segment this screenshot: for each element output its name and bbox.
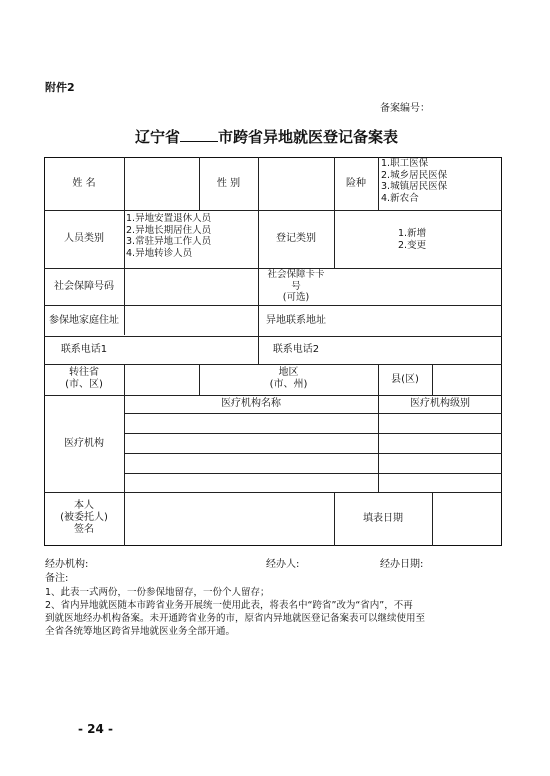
card-label-line: 号 <box>291 280 301 292</box>
phone2-label: 联系电话2 <box>272 344 320 355</box>
category-option: 4.异地转诊人员 <box>126 247 193 259</box>
remote-address-label: 异地联系地址 <box>266 314 326 326</box>
signature-label <box>44 500 124 536</box>
hospital-name-field[interactable] <box>125 454 377 472</box>
hospital-name-field[interactable] <box>125 414 377 432</box>
signature-field[interactable] <box>125 493 333 545</box>
gender-field[interactable] <box>259 158 333 209</box>
transfer-province-line: 转往省 <box>69 367 99 378</box>
hospital-level-field[interactable] <box>379 454 501 472</box>
note-item: 到就医地经办机构备案。未开通跨省业务的市，原省内异地就医登记备案表可以继续使用至 <box>45 613 426 624</box>
county-label: 县(区) <box>391 373 419 385</box>
category-option: 3.常驻异地工作人员 <box>126 236 212 247</box>
phone1-label: 联系电话1 <box>60 344 108 355</box>
region-line: (市、州) <box>269 379 308 390</box>
category-option: 2.异地长期居住人员 <box>126 224 212 236</box>
registration-type-label: 登记类别 <box>276 233 316 244</box>
form-title <box>135 126 398 147</box>
notes <box>45 586 425 638</box>
region-line: 地区 <box>278 367 299 378</box>
registration-type-options[interactable] <box>398 228 426 251</box>
fill-date-label: 填表日期 <box>363 513 403 524</box>
insurance-option: 3.城镇居民医保 <box>381 181 448 192</box>
name-label: 姓 名 <box>72 177 96 189</box>
hospital-name-field[interactable] <box>125 434 377 452</box>
insurance-options[interactable] <box>381 158 447 204</box>
hospital-label: 医疗机构 <box>64 437 104 449</box>
phone1-field[interactable] <box>125 337 257 363</box>
record-number-label: 备案编号： <box>380 103 430 114</box>
transfer-province-line: (市、区) <box>65 379 103 390</box>
insurance-option: 4.新农合 <box>381 192 419 204</box>
ssn-label: 社会保障号码 <box>54 280 114 292</box>
note-item: 全省各统筹地区跨省异地就医业务全部开通。 <box>45 626 236 637</box>
hospital-level-field[interactable] <box>379 434 501 452</box>
agency-label: 经办机构: <box>45 559 89 570</box>
hospital-level-header: 医疗机构级别 <box>410 398 470 409</box>
transfer-province-field[interactable] <box>125 365 198 394</box>
registration-type-option: 1.新增 <box>398 228 427 239</box>
region-label <box>199 367 378 391</box>
signature-line: (被委托人) <box>60 512 108 523</box>
signature-line: 本人 <box>74 500 94 511</box>
category-label: 人员类别 <box>64 233 104 244</box>
registration-type-option: 2.变更 <box>398 239 427 251</box>
notes-title: 备注: <box>45 573 69 584</box>
transfer-province-label <box>44 367 124 391</box>
insurance-label: 险种 <box>346 177 366 189</box>
home-address-label: 参保地家庭住址 <box>49 314 119 326</box>
handler-label: 经办人: <box>266 559 300 570</box>
insurance-option: 1.职工医保 <box>381 158 429 169</box>
title-prefix: 辽宁省 <box>135 128 181 146</box>
county-field[interactable] <box>433 365 501 394</box>
category-options[interactable] <box>126 213 211 259</box>
note-item: 1、此表一式两份，一份参保地留存，一份个人留存； <box>45 587 270 598</box>
card-number-label <box>258 269 334 304</box>
fill-date-field[interactable] <box>433 493 501 545</box>
hospital-name-field[interactable] <box>125 474 377 491</box>
signature-line: 签名 <box>74 524 94 535</box>
page-number: - 24 - <box>78 722 114 736</box>
gender-label: 性 别 <box>216 177 241 189</box>
home-address-field[interactable] <box>125 306 257 335</box>
hospital-level-field[interactable] <box>379 414 501 432</box>
phone2-field[interactable] <box>335 337 501 363</box>
category-option: 1.异地安置退休人员 <box>126 213 212 224</box>
card-label-line: 社会保障卡卡 <box>267 269 325 280</box>
name-field[interactable] <box>125 158 198 209</box>
handle-date-label: 经办日期: <box>380 559 424 570</box>
remote-address-field[interactable] <box>335 306 501 335</box>
ssn-field[interactable] <box>125 269 257 304</box>
hospital-name-header: 医疗机构名称 <box>221 398 281 409</box>
attachment-label: 附件2 <box>45 81 75 94</box>
city-blank <box>180 129 218 142</box>
card-label-optional: (可选) <box>282 292 310 303</box>
card-number-field[interactable] <box>335 269 501 304</box>
hospital-level-field[interactable] <box>379 474 501 491</box>
note-item: 2、省内异地就医随本市跨省业务开展统一使用此表，将表名中“跨省”改为“省内”，不再 <box>45 600 413 611</box>
title-suffix: 市跨省异地就医登记备案表 <box>218 128 399 146</box>
insurance-option: 2.城乡居民医保 <box>381 169 448 181</box>
